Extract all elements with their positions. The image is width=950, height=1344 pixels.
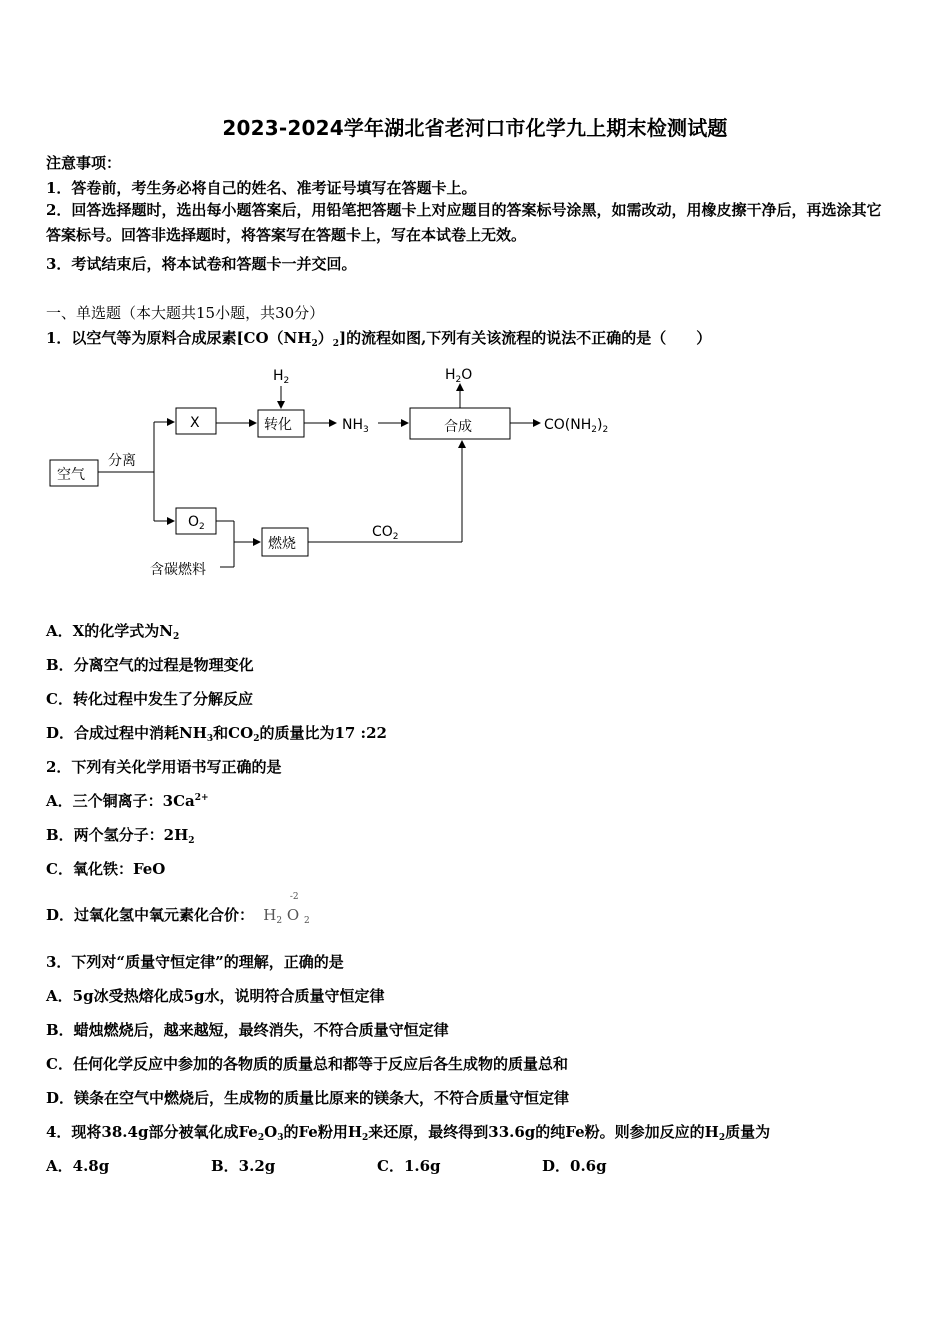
notice-heading: 注意事项：	[46, 154, 122, 172]
h2o-label: $H_2O$	[445, 367, 473, 385]
q4-option-a: A．4.8g	[46, 1157, 110, 1175]
q1-option-a: A．X的化学式为$N_2$	[46, 622, 180, 642]
x-label: X	[190, 415, 200, 431]
q1-option-d: D．合成过程中消耗$NH_3$和$CO_2$的质量比为17 :22	[46, 724, 387, 744]
q1-stem: 1．以空气等为原料合成尿素$[CO(NH_2)_2]$的流程如图,下列有关该流程的说法不正确的是（ ）	[46, 329, 712, 349]
separate-label: 分离	[108, 453, 136, 469]
notice-item-3: 3．考试结束后，将本试卷和答题卡一并交回。	[46, 255, 357, 273]
page-title: 2023-2024学年湖北省老河口市化学九上期末检测试题	[222, 116, 728, 140]
q2-option-d: D．过氧化氢中氧元素化合价： $H_2$ -2 O $_2$	[46, 892, 310, 926]
q3-option-d: D．镁条在空气中燃烧后，生成物的质量比原来的镁条大，不符合质量守恒定律	[46, 1089, 570, 1107]
urea-label: $CO(NH_2)_2$	[544, 417, 609, 435]
notice-item-1: 1．答卷前，考生务必将自己的姓名、准考证号填写在答题卡上。	[46, 179, 477, 197]
co2-label: $CO_2$	[372, 524, 399, 542]
h2o2-valence-formula: $H_2$ -2 O $_2$	[263, 892, 310, 926]
q2-option-a: A．三个铜离子：$3Ca^{2+}$	[46, 792, 209, 810]
q4-option-c: C．1.6g	[377, 1157, 441, 1175]
nh3-label: $NH_3$	[342, 417, 369, 435]
air-label: 空气	[57, 467, 85, 483]
q4-option-b: B．3.2g	[211, 1157, 276, 1175]
q3-option-a: A．5g冰受热熔化成5g水，说明符合质量守恒定律	[46, 987, 385, 1005]
q2-stem: 2．下列有关化学用语书写正确的是	[46, 758, 282, 776]
notice-item-2: 2．回答选择题时，选出每小题答案后，用铅笔把答题卡上对应题目的答案标号涂黑，如需改动，用橡皮擦干净后，再选涂其它答案标号。回答非选择题时，将答案写在答题卡上，写在本试卷上无效。	[46, 201, 882, 244]
q3-stem: 3．下列对“质量守恒定律”的理解，正确的是	[46, 953, 344, 971]
transform-label: 转化	[264, 417, 292, 433]
q4-stem: 4．现将38.4g部分被氧化成$Fe_2O_3$的Fe粉用$H_2$来还原，最终得到33.6g的纯Fe粉。则参加反应的$H_2$质量为	[46, 1123, 771, 1143]
burn-label: 燃烧	[268, 536, 296, 552]
q1-option-c: C．转化过程中发生了分解反应	[46, 690, 253, 708]
fuel-label: 含碳燃料	[150, 562, 206, 578]
q2-option-c: C．氧化铁：FeO	[46, 860, 166, 878]
synth-label: 合成	[444, 419, 472, 435]
h2-label: $H_2$	[273, 368, 290, 386]
q3-option-b: B．蜡烛燃烧后，越来越短，最终消失，不符合质量守恒定律	[46, 1021, 449, 1039]
q2-option-b: B．两个氢分子：$2H_2$	[46, 826, 195, 846]
q1-option-b: B．分离空气的过程是物理变化	[46, 656, 254, 674]
section-heading: 一、单选题（本大题共15小题，共30分）	[46, 304, 325, 322]
q4-option-d: D．0.6g	[542, 1157, 607, 1175]
q3-option-c: C．任何化学反应中参加的各物质的质量总和都等于反应后各生成物的质量总和	[46, 1055, 568, 1073]
flow-diagram	[40, 360, 640, 585]
o2-label: $O_2$	[188, 514, 205, 532]
